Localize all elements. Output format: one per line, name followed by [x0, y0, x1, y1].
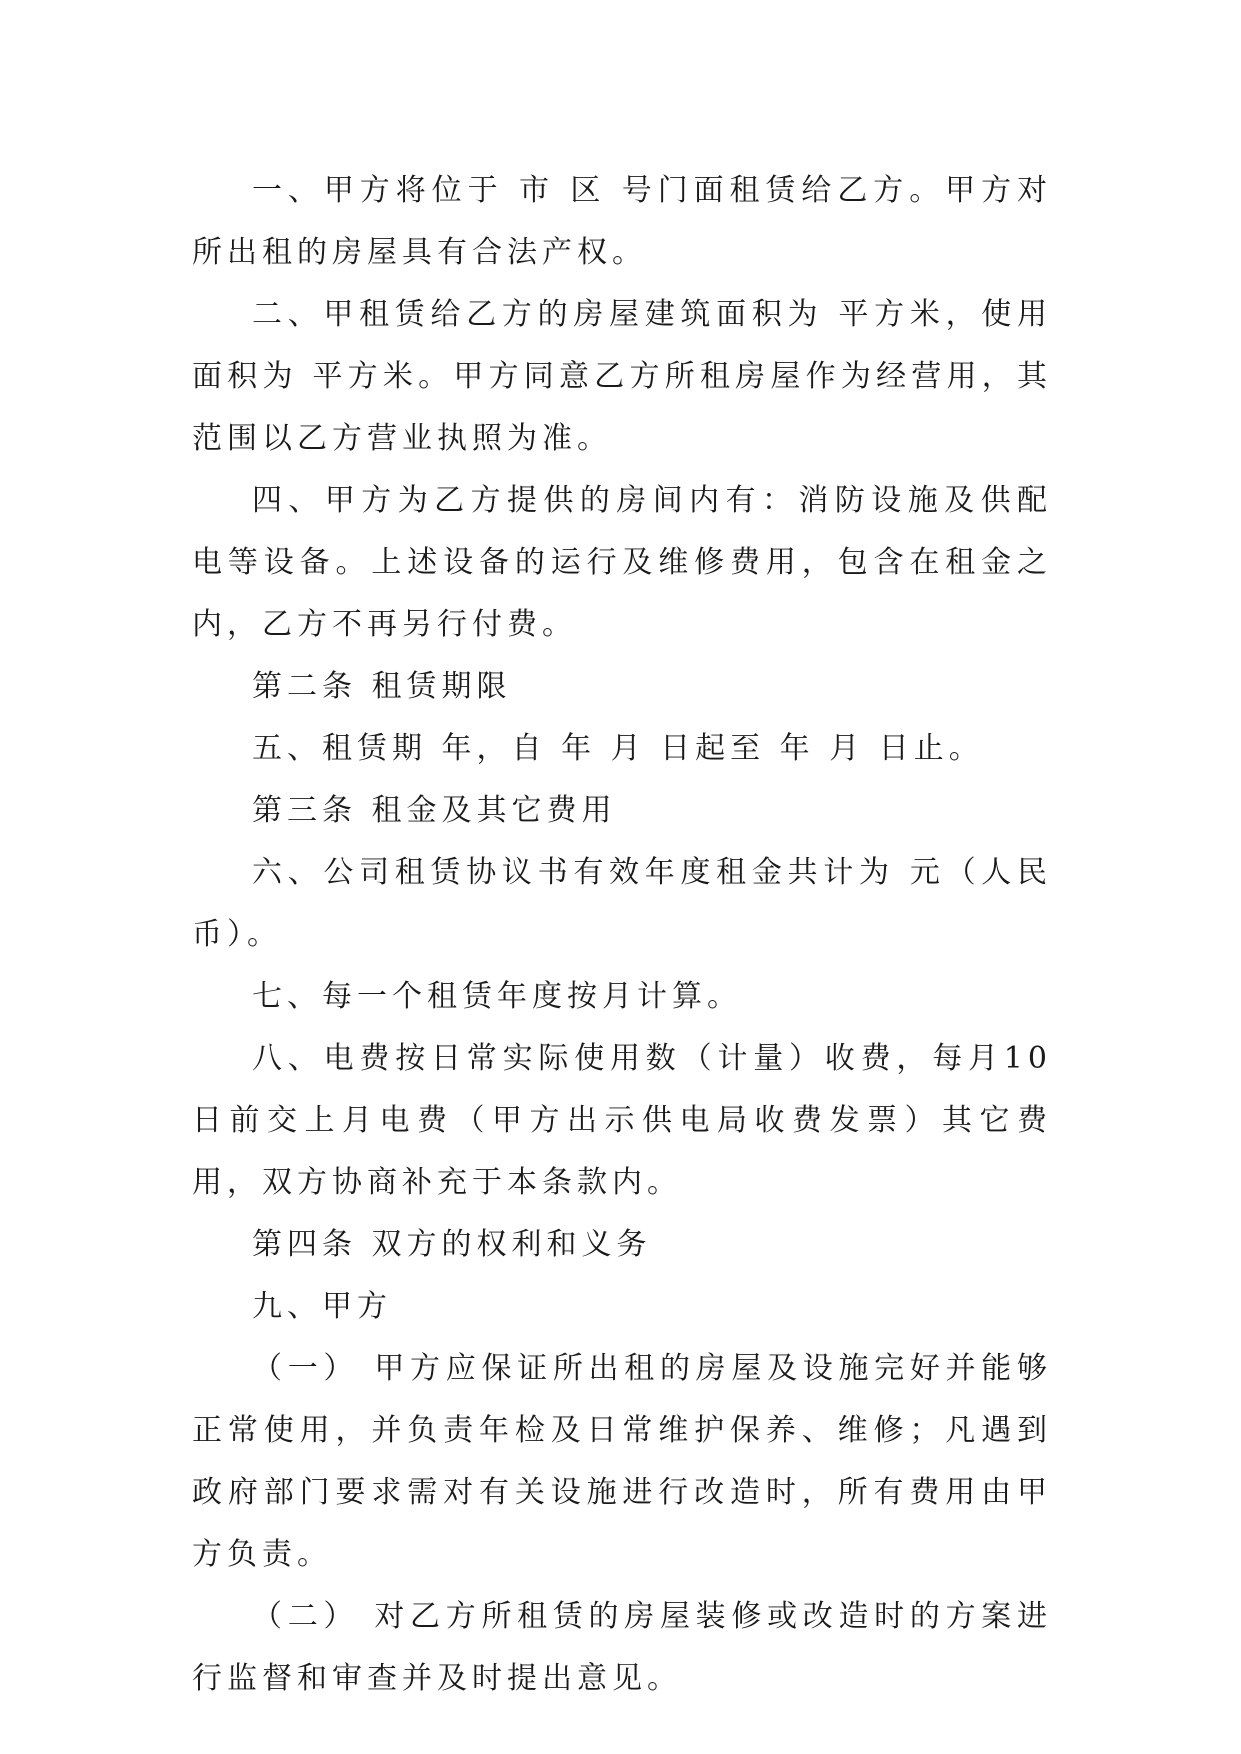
clause-2-paragraph: 二、甲租赁给乙方的房屋建筑面积为 平方米，使用面积为 平方米。甲方同意乙方所租房屋作为经营用，其范围以乙方营业执照为准。 [192, 297, 1052, 456]
clause-5-paragraph: 五、租赁期 年，自 年 月 日起至 年 月 日止。 [252, 731, 984, 766]
clause-9-item-2-paragraph: （二） 对乙方所租赁的房屋装修或改造时的方案进行监督和审查并及时提出意见。 [192, 1599, 1052, 1696]
section-heading-lease-term: 第二条 租赁期限 [252, 669, 512, 704]
clause-4-paragraph: 四、甲方为乙方提供的房间内有：消防设施及供配电等设备。上述设备的运行及维修费用，包含在租金之内，乙方不再另行付费。 [192, 483, 1052, 642]
clause-6-paragraph: 六、公司租赁协议书有效年度租金共计为 元（人民币）。 [192, 855, 1052, 952]
clause-7-paragraph: 七、每一个租赁年度按月计算。 [252, 979, 742, 1014]
document-body [192, 160, 1052, 1710]
clause-9-heading: 九、甲方 [252, 1289, 392, 1324]
clause-1-paragraph: 一、甲方将位于 市 区 号门面租赁给乙方。甲方对所出租的房屋具有合法产权。 [192, 173, 1052, 270]
section-heading-rights-obligations: 第四条 双方的权利和义务 [252, 1227, 652, 1262]
clause-8-paragraph: 八、电费按日常实际使用数（计量）收费，每月10日前交上月电费（甲方出示供电局收费发票）其它费用，双方协商补充于本条款内。 [192, 1041, 1052, 1200]
clause-9-item-1-paragraph: （一） 甲方应保证所出租的房屋及设施完好并能够正常使用，并负责年检及日常维护保养、维修；凡遇到政府部门要求需对有关设施进行改造时，所有费用由甲方负责。 [192, 1351, 1052, 1572]
section-heading-rent-fees: 第三条 租金及其它费用 [252, 793, 617, 828]
